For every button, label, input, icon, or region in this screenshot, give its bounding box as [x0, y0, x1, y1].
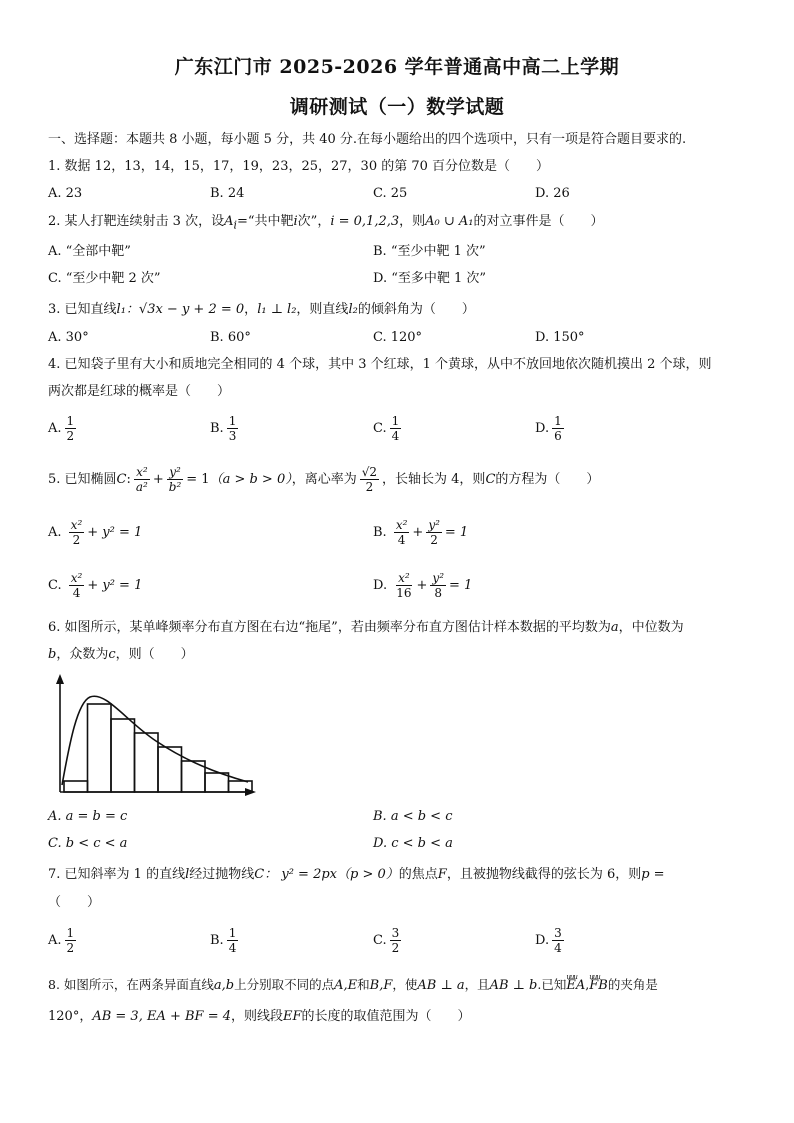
- q6-stem-line1: 6. 如图所示，某单峰频率分布直方图在右边“拖尾”，若由频率分布直方图估计样本数据的平均数为a，中位数为: [48, 620, 684, 635]
- q3-perpendicular: l₁ ⊥ l₂: [257, 302, 297, 317]
- q2-option-d: D. “至多中靶 1 次”: [373, 271, 487, 286]
- q2-stem-b: “共中靶: [247, 214, 294, 229]
- q2-option-c: C. “至少中靶 2 次”: [48, 271, 161, 286]
- q2-stem-d: ，则: [399, 214, 426, 229]
- q5-curve-name: C: [116, 472, 127, 487]
- q8-vector-fb: uuu FB: [589, 977, 608, 995]
- q6-histogram-figure: [46, 673, 261, 798]
- q4-option-c: C. $\frac{1}{4}$: [373, 414, 400, 443]
- q5-option-c: C. $\frac{\text{x²}}{4}$ + y² = 1: [48, 571, 143, 600]
- q2-option-a: A. “全部中靶”: [48, 244, 131, 259]
- q6-option-b: B. a < b < c: [373, 809, 453, 824]
- histogram-bar: [135, 733, 159, 792]
- histogram-bar: [64, 781, 88, 792]
- q5-eccentricity: $\frac{√2}{2}$: [361, 465, 378, 494]
- q8-stem-line1: 8. 如图所示，在两条异面直线a,b上分别取不同的点A,E和B,F，使AB ⊥ a，且AB ⊥ b.已知uuu EA,uuu FB的夹角是: [48, 976, 658, 995]
- paper-title-line2: 调研测试（一）数学试题: [289, 96, 505, 118]
- q1-option-d: D. 26: [535, 186, 570, 201]
- q4-option-a: A. $\frac{1}{2}$: [48, 414, 75, 443]
- q5-stem-a: 5. 已知椭圆: [48, 472, 117, 487]
- q1-option-c: C. 25: [373, 186, 408, 201]
- q5-option-d: D. $\frac{\text{x²}}{16}$ + $\frac{\text{y²}}{8}$ = 1: [373, 571, 473, 600]
- q2-i-values: i = 0,1,2,3: [330, 214, 400, 229]
- q6-option-d: D. c < b < a: [373, 836, 453, 851]
- q3-option-c: C. 120°: [373, 330, 423, 345]
- q4-stem-line2: 两次都是红球的概率是（ ）: [48, 384, 231, 399]
- q7-option-c: C. $\frac{3}{2}$: [373, 926, 400, 955]
- q7-option-b: B. $\frac{1}{4}$: [210, 926, 237, 955]
- q2-stem-e: 的对立事件是（ ）: [473, 214, 604, 229]
- q5-option-b: B. $\frac{\text{x²}}{4}$ + $\frac{\text{y²}}{2}$ = 1: [373, 518, 469, 547]
- q3-stem-a: 3. 已知直线: [48, 302, 117, 317]
- q3-option-b: B. 60°: [210, 330, 251, 345]
- q3-stem-c: 的倾斜角为（ ）: [357, 302, 475, 317]
- q6-option-a: A. a = b = c: [48, 809, 128, 824]
- q7-option-a: A. $\frac{1}{2}$: [48, 926, 75, 955]
- q5-stem: 5. 已知椭圆C: $\frac{\text{x²}}{\text{a²}}$ + $\frac{\text{y²}}{\text{b²}}$ = 1（a > b > 0），离心率为 $\frac{√2}{2}$ ，长轴长为 4，则C的方程为（ ）: [48, 465, 600, 494]
- q1-option-a: A. 23: [48, 186, 83, 201]
- q3-option-d: D. 150°: [535, 330, 585, 345]
- q2-stem-c: 次”，: [297, 214, 331, 229]
- q5-condition: （a > b > 0）: [209, 472, 292, 487]
- histogram-y-arrow: [56, 674, 64, 684]
- q3-stem: 3. 已知直线l₁：√3x − y + 2 = 0，l₁ ⊥ l₂，则直线l₂的倾斜角为（ ）: [48, 302, 475, 317]
- q8-vector-ea: uuu EA: [566, 977, 585, 995]
- histogram-density-curve: [62, 696, 248, 785]
- q6-stem-line2: b，众数为c，则（ ）: [48, 647, 194, 662]
- histogram-bar: [205, 773, 229, 792]
- q2-i-var: i: [293, 214, 298, 229]
- paper-title-line1: 广东江门市 2025-2026 学年普通高中高二上学期: [174, 56, 620, 78]
- q3-line2: l₂: [348, 302, 358, 317]
- q3-line1-equation: l₁：√3x − y + 2 = 0: [116, 302, 245, 317]
- q4-option-b: B. $\frac{1}{3}$: [210, 414, 237, 443]
- histogram-bar: [88, 704, 112, 792]
- q2-option-b: B. “至少中靶 1 次”: [373, 244, 486, 259]
- q3-option-a: A. 30°: [48, 330, 89, 345]
- q2-event-symbol: $A_i$: [224, 214, 237, 232]
- q1-stem: 1. 数据 12，13，14，15，17，19，23，25，27，30 的第 70 百分位数是（ ）: [48, 159, 550, 174]
- q4-option-d: D. $\frac{1}{6}$: [535, 414, 562, 443]
- q5-curve-name-2: C: [485, 472, 496, 487]
- q6-option-c: C. b < c < a: [48, 836, 128, 851]
- q7-option-d: D. $\frac{3}{4}$: [535, 926, 562, 955]
- section-heading: 一、选择题：本题共 8 小题，每小题 5 分，共 40 分.在每小题给出的四个选项中，只有一项是符合题目要求的.: [48, 132, 687, 147]
- q5-stem-c: ，长轴长为 4，则: [382, 472, 486, 487]
- histogram-bar: [111, 719, 135, 792]
- q1-option-b: B. 24: [210, 186, 245, 201]
- q2-union: A₀ ∪ A₁: [425, 214, 474, 229]
- q5-stem-b: ，离心率为: [291, 472, 357, 487]
- q7-stem-line2: （ ）: [48, 895, 101, 910]
- q5-option-a: A. $\frac{\text{x²}}{2}$ + y² = 1: [48, 518, 143, 547]
- q3-stem-b: ，则直线: [296, 302, 349, 317]
- q7-stem-line1: 7. 已知斜率为 1 的直线l经过抛物线C： y² = 2px（p > 0）的焦点F，且被抛物线截得的弦长为 6，则p =: [48, 867, 665, 882]
- q5-stem-d: 的方程为（ ）: [495, 472, 600, 487]
- q2-stem: 2. 某人打靶连续射击 3 次，设$A_i=“$共中靶i次”，i = 0,1,2,3，则A₀ ∪ A₁的对立事件是（ ）: [48, 214, 604, 232]
- q8-stem-line2: 120°，AB = 3, EA + BF = 4，则线段EF的长度的取值范围为（ ）: [48, 1009, 471, 1024]
- q4-stem-line1: 4. 已知袋子里有大小和质地完全相同的 4 个球，其中 3 个红球，1 个黄球，从中不放回地依次随机摸出 2 个球，则: [48, 357, 712, 372]
- q2-stem-a: 2. 某人打靶连续射击 3 次，设: [48, 214, 225, 229]
